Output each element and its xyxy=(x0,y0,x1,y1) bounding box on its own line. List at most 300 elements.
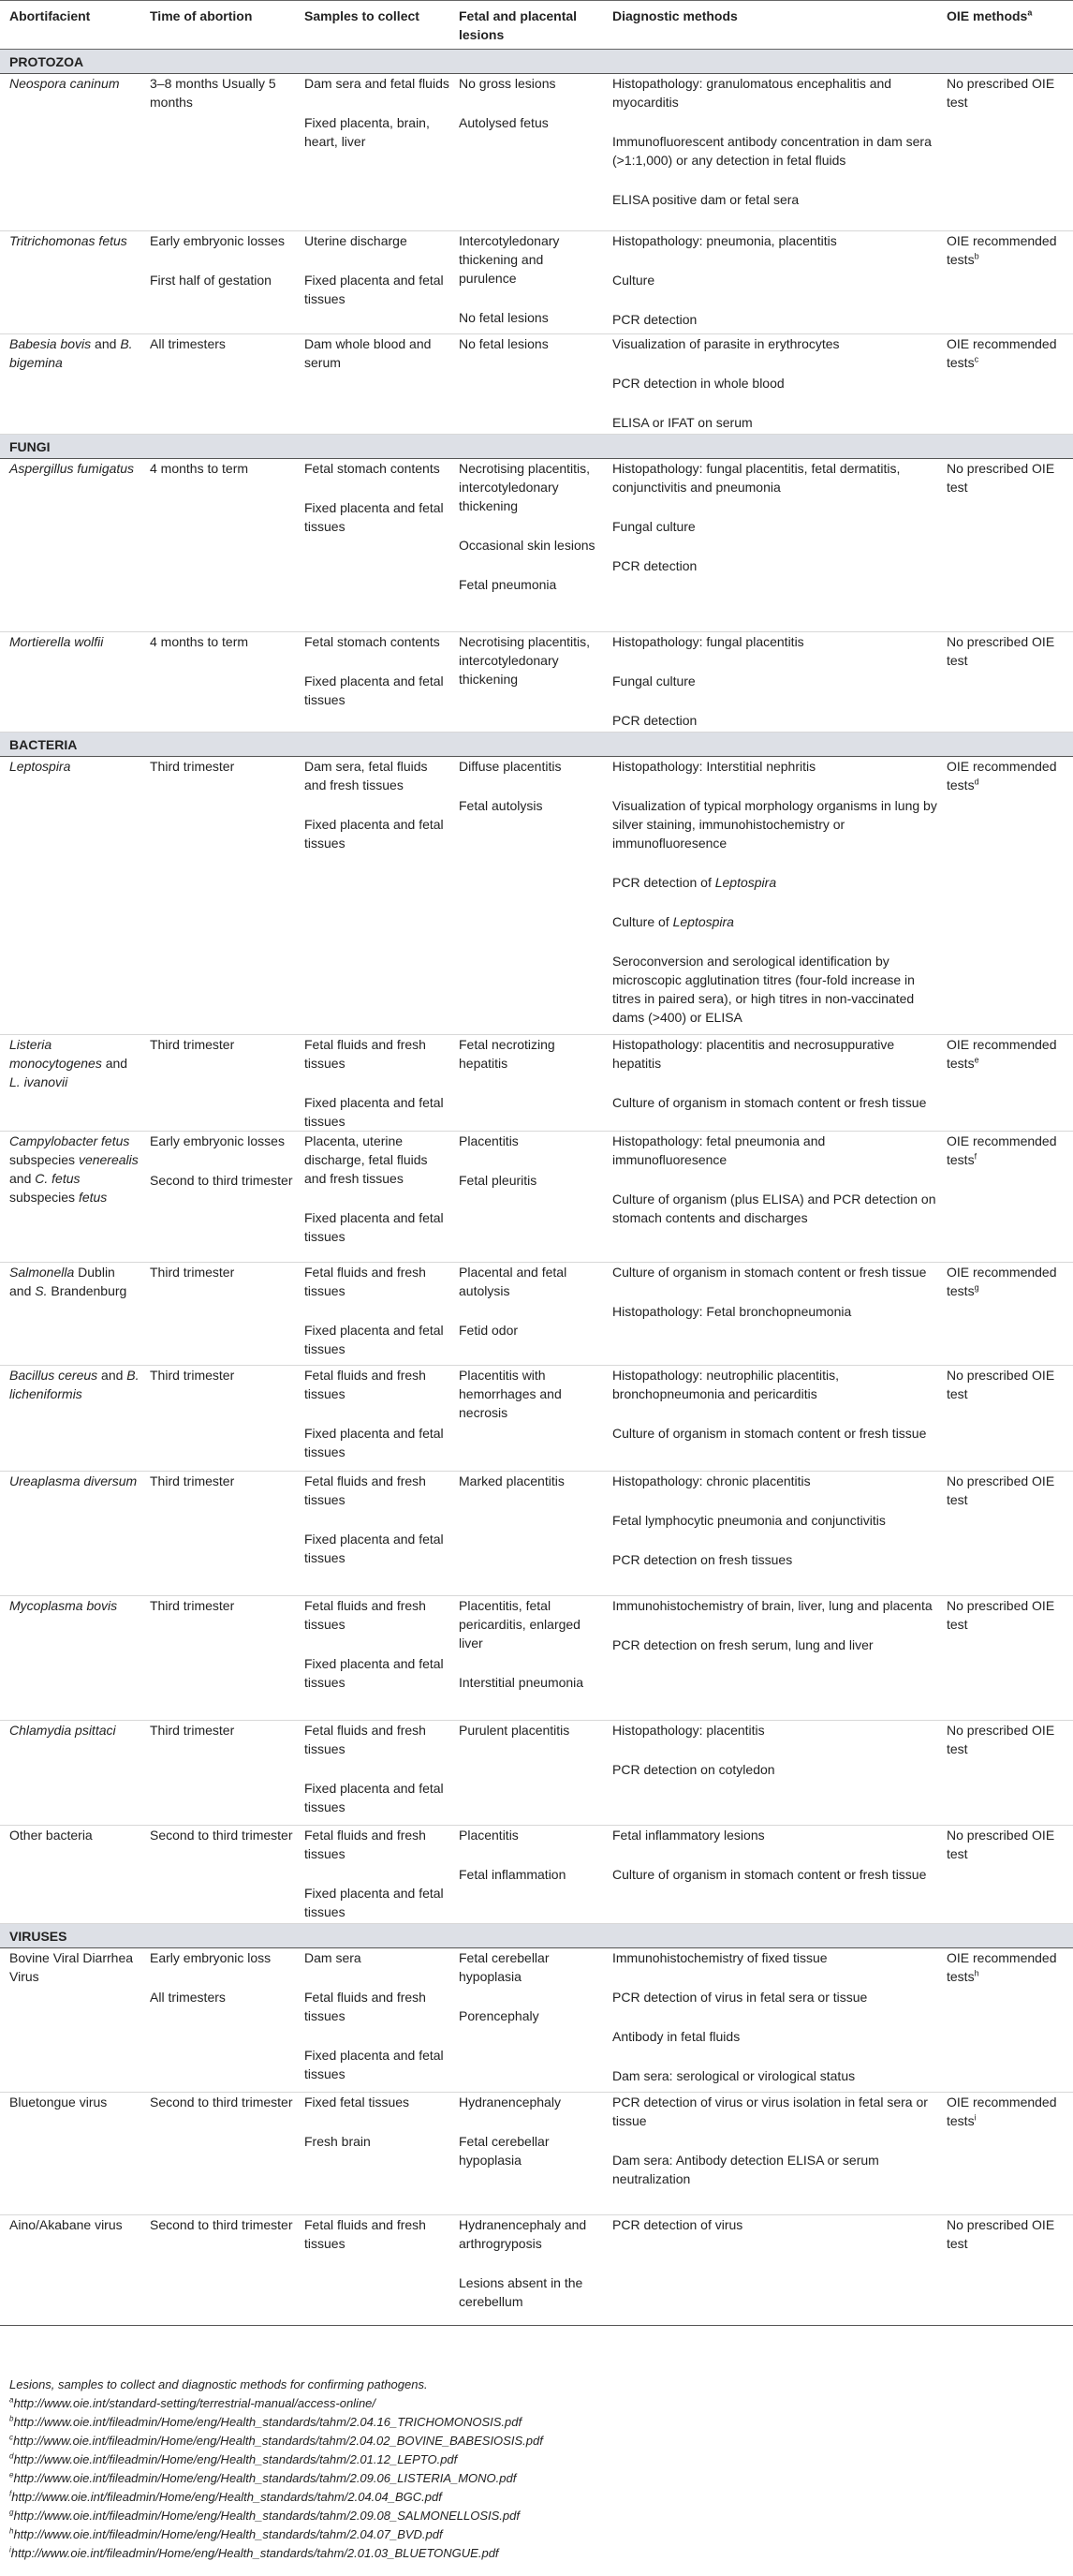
cell-lesions xyxy=(449,74,603,231)
cell-time-line: All trimesters xyxy=(150,336,226,351)
cell-samples xyxy=(295,2215,449,2326)
cell-oie: No prescribed OIE test xyxy=(937,1596,1073,1721)
cell-methods-line: Seroconversion and serological identification by microscopic agglutination titres (four-fold increase in titres in paired sera), or high titres in non-vaccinated dams (>400) or ELISA xyxy=(612,954,915,1025)
cell-time xyxy=(140,1948,295,2093)
cell-methods xyxy=(603,1035,937,1132)
header-oie: OIE methods$^a$ xyxy=(937,1,1073,50)
cell-time-line: Early embryonic losses xyxy=(150,1133,285,1148)
cell-abortifacient: Salmonella Dublin and S. Brandenburg xyxy=(0,1263,140,1366)
footnote-list xyxy=(9,2394,1058,2563)
cell-oie: No prescribed OIE test xyxy=(937,1366,1073,1472)
cell-methods xyxy=(603,1948,937,2093)
cell-time-line: 4 months to term xyxy=(150,461,249,476)
header-abortifacient: Abortifacient xyxy=(0,1,140,50)
cell-oie: OIE recommended tests$^f$ xyxy=(937,1132,1073,1263)
cell-lesions-line: Placentitis xyxy=(459,1828,519,1843)
cell-samples-line: Fetal fluids and fresh tissues xyxy=(304,2217,426,2251)
cell-lesions xyxy=(449,1366,603,1472)
cell-samples xyxy=(295,459,449,632)
cell-time-line: Early embryonic loss xyxy=(150,1950,272,1965)
cell-methods-line: Culture of organism (plus ELISA) and PCR detection on stomach contents and discharges xyxy=(612,1192,936,1225)
cell-lesions-line: Placentitis with hemorrhages and necrosis xyxy=(459,1368,562,1420)
table-row xyxy=(0,1132,1073,1263)
cell-methods-line: Culture of organism in stomach content or fresh tissue xyxy=(612,1095,927,1110)
table-caption: Lesions, samples to collect and diagnostic methods for confirming pathogens. xyxy=(9,2377,428,2391)
cell-time xyxy=(140,2215,295,2326)
cell-samples xyxy=(295,1826,449,1924)
cell-samples-line: Fixed placenta and fetal tissues xyxy=(304,1210,444,1244)
header-methods: Diagnostic methods xyxy=(603,1,937,50)
cell-abortifacient: Listeria monocytogenes and L. ivanovii xyxy=(0,1035,140,1132)
footnote[interactable] xyxy=(9,2507,1058,2525)
cell-abortifacient: Bovine Viral Diarrhea Virus xyxy=(0,1948,140,2093)
oie-footnote-marker: c xyxy=(974,354,979,364)
table-row xyxy=(0,1472,1073,1596)
cell-samples-line: Fixed placenta and fetal tissues xyxy=(304,1095,444,1129)
cell-methods-line: Histopathology: Fetal bronchopneumonia xyxy=(612,1304,852,1319)
footnote-marker: c xyxy=(9,2433,13,2442)
footnote[interactable] xyxy=(9,2450,1058,2469)
table-row xyxy=(0,1721,1073,1826)
cell-methods-line: Histopathology: chronic placentitis xyxy=(612,1473,811,1488)
oie-footnote-marker: d xyxy=(974,777,979,787)
cell-samples xyxy=(295,1263,449,1366)
cell-lesions-line: Fetal pleuritis xyxy=(459,1173,537,1188)
footnote[interactable] xyxy=(9,2394,1058,2413)
footnote-marker: a xyxy=(9,2395,14,2405)
cell-samples-line: Fixed placenta and fetal tissues xyxy=(304,1426,444,1459)
cell-abortifacient: Campylobacter fetus subspecies venerealis and C. fetus subspecies fetus xyxy=(0,1132,140,1263)
cell-methods xyxy=(603,2215,937,2326)
footnote[interactable] xyxy=(9,2432,1058,2450)
cell-time xyxy=(140,1366,295,1472)
table-header-row xyxy=(0,1,1073,50)
cell-time-line: All trimesters xyxy=(150,1990,226,2005)
cell-samples-line: Fixed placenta and fetal tissues xyxy=(304,500,444,534)
cell-samples xyxy=(295,231,449,334)
cell-lesions-line: Lesions absent in the cerebellum xyxy=(459,2275,583,2309)
cell-samples xyxy=(295,757,449,1035)
cell-lesions xyxy=(449,1035,603,1132)
cell-samples-line: Fixed placenta and fetal tissues xyxy=(304,2048,444,2081)
cell-samples-line: Fetal fluids and fresh tissues xyxy=(304,1990,426,2023)
cell-methods-line: Histopathology: pneumonia, placentitis xyxy=(612,233,837,248)
section-header-row xyxy=(0,435,1073,459)
cell-lesions xyxy=(449,334,603,435)
cell-methods xyxy=(603,757,937,1035)
cell-methods-line: Fetal lymphocytic pneumonia and conjunctivitis xyxy=(612,1513,886,1528)
cell-methods-line: PCR detection of virus or virus isolation in fetal sera or tissue xyxy=(612,2095,928,2128)
cell-samples-line: Fetal fluids and fresh tissues xyxy=(304,1598,426,1632)
cell-lesions-line: Marked placentitis xyxy=(459,1473,565,1488)
cell-time xyxy=(140,1132,295,1263)
table-row xyxy=(0,757,1073,1035)
cell-time-line: Second to third trimester xyxy=(150,2095,293,2110)
table-row xyxy=(0,1826,1073,1924)
cell-samples-line: Fixed placenta and fetal tissues xyxy=(304,1532,444,1565)
cell-samples xyxy=(295,2093,449,2215)
cell-methods xyxy=(603,632,937,733)
cell-oie: OIE recommended tests$^d$ xyxy=(937,757,1073,1035)
cell-methods-line: Fungal culture xyxy=(612,674,696,688)
cell-methods-line: Immunohistochemistry of brain, liver, lung and placenta xyxy=(612,1598,933,1613)
cell-lesions-line: Hydranencephaly and arthrogryposis xyxy=(459,2217,587,2251)
cell-methods xyxy=(603,1721,937,1826)
cell-time xyxy=(140,632,295,733)
cell-time xyxy=(140,1596,295,1721)
table-row xyxy=(0,1366,1073,1472)
cell-lesions-line: Placentitis, fetal pericarditis, enlarged liver xyxy=(459,1598,581,1651)
cell-lesions-line: Interstitial pneumonia xyxy=(459,1675,584,1690)
cell-time-line: Third trimester xyxy=(150,1473,235,1488)
cell-samples-line: Dam sera and fetal fluids xyxy=(304,76,449,91)
cell-samples xyxy=(295,1721,449,1826)
cell-samples xyxy=(295,1366,449,1472)
cell-oie: OIE recommended tests$^b$ xyxy=(937,231,1073,334)
cell-time xyxy=(140,1826,295,1924)
section-header-row xyxy=(0,733,1073,757)
cell-samples xyxy=(295,1472,449,1596)
cell-methods-line: PCR detection on fresh serum, lung and liver xyxy=(612,1637,874,1652)
cell-time-line: 4 months to term xyxy=(150,634,249,649)
oie-footnote-marker: h xyxy=(974,1968,979,1978)
cell-abortifacient: Leptospira xyxy=(0,757,140,1035)
cell-samples-line: Placenta, uterine discharge, fetal fluids and fresh tissues xyxy=(304,1133,428,1186)
cell-time-line: Second to third trimester xyxy=(150,1173,293,1188)
section-title: FUNGI xyxy=(0,435,1073,459)
cell-lesions-line: Fetal cerebellar hypoplasia xyxy=(459,2134,550,2168)
cell-oie: OIE recommended tests$^h$ xyxy=(937,1948,1073,2093)
cell-lesions-line: Intercotyledonary thickening and purulence xyxy=(459,233,560,286)
cell-lesions-line: No fetal lesions xyxy=(459,336,549,351)
cell-samples-line: Fixed fetal tissues xyxy=(304,2095,410,2110)
cell-samples-line: Fixed placenta and fetal tissues xyxy=(304,1323,444,1356)
cell-time xyxy=(140,1721,295,1826)
footnote[interactable] xyxy=(9,2525,1058,2544)
header-lesions: Fetal and placental lesions xyxy=(449,1,603,50)
cell-methods-line: Immunofluorescent antibody concentration in dam sera (>1:1,000) or any detection in fetal fluids xyxy=(612,134,932,168)
cell-samples-line: Fixed placenta and fetal tissues xyxy=(304,674,444,707)
cell-time-line: Early embryonic losses xyxy=(150,233,285,248)
footnote-link[interactable]: http://www.oie.int/fileadmin/Home/eng/Health_standards/tahm/2.09.08_SALMONELLOSIS.pdf xyxy=(13,2509,520,2523)
cell-lesions xyxy=(449,1263,603,1366)
cell-lesions xyxy=(449,1132,603,1263)
cell-lesions-line: Porencephaly xyxy=(459,2008,539,2023)
cell-methods-line: Immunohistochemistry of fixed tissue xyxy=(612,1950,828,1965)
table-row xyxy=(0,459,1073,632)
cell-samples-line: Fetal stomach contents xyxy=(304,634,440,649)
footnote-link[interactable]: http://www.oie.int/fileadmin/Home/eng/Health_standards/tahm/2.04.04_BGC.pdf xyxy=(11,2490,442,2504)
cell-time-line: Second to third trimester xyxy=(150,1828,293,1843)
cell-methods-line: Histopathology: fetal pneumonia and immunofluoresence xyxy=(612,1133,826,1167)
footnote-link[interactable]: http://www.oie.int/fileadmin/Home/eng/Health_standards/tahm/2.04.16_TRICHOMONOSIS.pdf xyxy=(13,2415,522,2429)
table-row xyxy=(0,2093,1073,2215)
cell-abortifacient: Neospora caninum xyxy=(0,74,140,231)
table-row xyxy=(0,1035,1073,1132)
footnote-marker: b xyxy=(9,2414,14,2423)
cell-abortifacient: Other bacteria xyxy=(0,1826,140,1924)
cell-methods-line: Culture of organism in stomach content or fresh tissue xyxy=(612,1265,927,1280)
cell-lesions-line: Necrotising placentitis, intercotyledonary thickening xyxy=(459,634,591,687)
section-header-row xyxy=(0,1924,1073,1948)
cell-methods-line: PCR detection on fresh tissues xyxy=(612,1552,793,1567)
cell-methods xyxy=(603,74,937,231)
footnote-marker: g xyxy=(9,2508,14,2517)
cell-abortifacient: Ureaplasma diversum xyxy=(0,1472,140,1596)
cell-methods-line: Fungal culture xyxy=(612,519,696,534)
cell-oie: No prescribed OIE test xyxy=(937,459,1073,632)
cell-oie: No prescribed OIE test xyxy=(937,1826,1073,1924)
footnote-marker: h xyxy=(9,2526,14,2536)
cell-time xyxy=(140,74,295,231)
cell-lesions-line: Necrotising placentitis, intercotyledonary thickening xyxy=(459,461,591,513)
section-title: BACTERIA xyxy=(0,733,1073,757)
cell-lesions xyxy=(449,1721,603,1826)
cell-lesions xyxy=(449,231,603,334)
cell-lesions-line: Occasional skin lesions xyxy=(459,538,595,553)
cell-samples-line: Fetal fluids and fresh tissues xyxy=(304,1037,426,1071)
cell-lesions xyxy=(449,632,603,733)
cell-samples xyxy=(295,632,449,733)
cell-time-line: Third trimester xyxy=(150,1598,235,1613)
cell-abortifacient: Mortierella wolfii xyxy=(0,632,140,733)
cell-methods-line: Culture xyxy=(612,273,655,288)
table-footnotes xyxy=(9,2376,1058,2563)
header-time: Time of abortion xyxy=(140,1,295,50)
cell-time-line: 3–8 months Usually 5 months xyxy=(150,76,276,110)
cell-oie: OIE recommended tests$^g$ xyxy=(937,1263,1073,1366)
cell-time-line: Third trimester xyxy=(150,1368,235,1383)
cell-lesions xyxy=(449,757,603,1035)
cell-methods-line: PCR detection of virus xyxy=(612,2217,743,2232)
cell-methods xyxy=(603,334,937,435)
cell-samples-line: Fetal fluids and fresh tissues xyxy=(304,1473,426,1507)
cell-methods-line: PCR detection of Leptospira xyxy=(612,875,777,890)
table-row xyxy=(0,231,1073,334)
cell-samples-line: Fixed placenta and fetal tissues xyxy=(304,1781,444,1814)
cell-lesions-line: Fetal cerebellar hypoplasia xyxy=(459,1950,550,1984)
cell-time-line: Third trimester xyxy=(150,1723,235,1738)
cell-methods-line: Culture of Leptospira xyxy=(612,914,734,929)
cell-time xyxy=(140,1472,295,1596)
footnote-link[interactable]: http://www.oie.int/fileadmin/Home/eng/Health_standards/tahm/2.04.02_BOVINE_BABESIOSIS.pdf xyxy=(13,2434,543,2448)
cell-methods xyxy=(603,1263,937,1366)
cell-oie: No prescribed OIE test xyxy=(937,2215,1073,2326)
section-title: PROTOZOA xyxy=(0,50,1073,74)
cell-lesions-line: Fetal pneumonia xyxy=(459,577,557,592)
cell-lesions-line: Fetal inflammation xyxy=(459,1867,566,1882)
footnote[interactable] xyxy=(9,2544,1058,2563)
cell-methods-line: PCR detection on cotyledon xyxy=(612,1762,775,1777)
cell-samples-line: Fixed placenta, brain, heart, liver xyxy=(304,115,430,149)
cell-methods-line: PCR detection xyxy=(612,312,698,327)
cell-lesions xyxy=(449,459,603,632)
cell-lesions xyxy=(449,1826,603,1924)
cell-samples-line: Dam whole blood and serum xyxy=(304,336,432,370)
section-header-row xyxy=(0,50,1073,74)
cell-time-line: Third trimester xyxy=(150,1265,235,1280)
cell-methods-line: Visualization of parasite in erythrocytes xyxy=(612,336,840,351)
cell-methods-line: Culture of organism in stomach content or fresh tissue xyxy=(612,1867,927,1882)
cell-lesions xyxy=(449,1596,603,1721)
cell-time xyxy=(140,231,295,334)
cell-samples-line: Dam sera, fetal fluids and fresh tissues xyxy=(304,759,428,792)
cell-lesions-line: Autolysed fetus xyxy=(459,115,549,130)
cell-lesions-line: Fetal autolysis xyxy=(459,798,543,813)
cell-abortifacient: Babesia bovis and B. bigemina xyxy=(0,334,140,435)
cell-lesions xyxy=(449,2215,603,2326)
header-oie-sup: a xyxy=(1027,7,1033,18)
cell-methods-line: ELISA or IFAT on serum xyxy=(612,415,753,430)
cell-methods xyxy=(603,231,937,334)
cell-lesions-line: Placental and fetal autolysis xyxy=(459,1265,567,1298)
table-row xyxy=(0,2215,1073,2326)
cell-methods-line: Visualization of typical morphology organisms in lung by silver staining, immunohistochemistry or immunofluoresence xyxy=(612,798,937,851)
cell-abortifacient: Chlamydia psittaci xyxy=(0,1721,140,1826)
footnote-marker: i xyxy=(9,2545,11,2554)
table-row xyxy=(0,1596,1073,1721)
cell-samples-line: Uterine discharge xyxy=(304,233,407,248)
cell-abortifacient: Aspergillus fumigatus xyxy=(0,459,140,632)
cell-samples-line: Fetal fluids and fresh tissues xyxy=(304,1265,426,1298)
cell-methods xyxy=(603,1366,937,1472)
oie-footnote-marker: f xyxy=(974,1151,977,1162)
cell-time-line: Third trimester xyxy=(150,759,235,774)
cell-methods-line: Histopathology: Interstitial nephritis xyxy=(612,759,816,774)
cell-samples xyxy=(295,1035,449,1132)
cell-methods-line: Fetal inflammatory lesions xyxy=(612,1828,765,1843)
cell-time xyxy=(140,459,295,632)
cell-abortifacient: Aino/Akabane virus xyxy=(0,2215,140,2326)
cell-methods-line: Dam sera: serological or virological status xyxy=(612,2068,856,2083)
oie-footnote-marker: e xyxy=(974,1055,979,1065)
table-row xyxy=(0,1263,1073,1366)
cell-methods-line: PCR detection of virus in fetal sera or tissue xyxy=(612,1990,868,2005)
cell-methods xyxy=(603,2093,937,2215)
footnote[interactable] xyxy=(9,2469,1058,2488)
section-title: VIRUSES xyxy=(0,1924,1073,1948)
cell-oie: No prescribed OIE test xyxy=(937,1472,1073,1596)
table-row xyxy=(0,1948,1073,2093)
cell-lesions-line: Hydranencephaly xyxy=(459,2095,561,2110)
cell-lesions-line: Fetid odor xyxy=(459,1323,519,1338)
cell-lesions-line: Diffuse placentitis xyxy=(459,759,562,774)
oie-footnote-marker: g xyxy=(974,1282,979,1293)
table-row xyxy=(0,74,1073,231)
cell-oie: OIE recommended tests$^i$ xyxy=(937,2093,1073,2215)
cell-lesions xyxy=(449,1472,603,1596)
cell-samples-line: Fetal stomach contents xyxy=(304,461,440,476)
footnote-marker: d xyxy=(9,2451,14,2461)
cell-abortifacient: Tritrichomonas fetus xyxy=(0,231,140,334)
cell-abortifacient: Bluetongue virus xyxy=(0,2093,140,2215)
cell-samples-line: Fixed placenta and fetal tissues xyxy=(304,1886,444,1919)
cell-samples-line: Fetal fluids and fresh tissues xyxy=(304,1368,426,1401)
footnote-marker: e xyxy=(9,2470,14,2480)
cell-samples-line: Fetal fluids and fresh tissues xyxy=(304,1828,426,1861)
cell-methods-line: PCR detection xyxy=(612,713,698,728)
footnote-link[interactable]: http://www.oie.int/fileadmin/Home/eng/Health_standards/tahm/2.04.07_BVD.pdf xyxy=(13,2527,443,2541)
cell-lesions-line: Purulent placentitis xyxy=(459,1723,570,1738)
cell-samples-line: Fresh brain xyxy=(304,2134,371,2149)
oie-footnote-marker: b xyxy=(974,251,979,261)
cell-methods-line: PCR detection in whole blood xyxy=(612,376,785,391)
cell-methods-line: PCR detection xyxy=(612,558,698,573)
cell-time xyxy=(140,2093,295,2215)
cell-samples-line: Fixed placenta and fetal tissues xyxy=(304,273,444,306)
cell-methods-line: Antibody in fetal fluids xyxy=(612,2029,741,2044)
cell-oie: No prescribed OIE test xyxy=(937,632,1073,733)
cell-samples-line: Fetal fluids and fresh tissues xyxy=(304,1723,426,1756)
cell-time-line: Second to third trimester xyxy=(150,2217,293,2232)
cell-abortifacient: Mycoplasma bovis xyxy=(0,1596,140,1721)
cell-samples-line: Fixed placenta and fetal tissues xyxy=(304,817,444,851)
cell-time xyxy=(140,1035,295,1132)
cell-lesions-line: Fetal necrotizing hepatitis xyxy=(459,1037,555,1071)
cell-oie: OIE recommended tests$^e$ xyxy=(937,1035,1073,1132)
footnote-link[interactable]: http://www.oie.int/fileadmin/Home/eng/Health_standards/tahm/2.01.03_BLUETONGUE.pdf xyxy=(10,2546,499,2560)
cell-methods-line: ELISA positive dam or fetal sera xyxy=(612,192,800,207)
cell-time-line: First half of gestation xyxy=(150,273,272,288)
cell-samples xyxy=(295,1596,449,1721)
cell-methods-line: Histopathology: placentitis and necrosuppurative hepatitis xyxy=(612,1037,895,1071)
cell-methods xyxy=(603,1472,937,1596)
cell-lesions-line: Placentitis xyxy=(459,1133,519,1148)
cell-samples xyxy=(295,334,449,435)
cell-time xyxy=(140,334,295,435)
cell-time xyxy=(140,757,295,1035)
cell-lesions xyxy=(449,1948,603,2093)
cell-lesions-line: No fetal lesions xyxy=(459,310,549,325)
cell-methods-line: Histopathology: granulomatous encephalitis and myocarditis xyxy=(612,76,892,110)
cell-lesions xyxy=(449,2093,603,2215)
oie-footnote-marker: i xyxy=(974,2112,977,2123)
cell-methods xyxy=(603,1826,937,1924)
cell-oie: OIE recommended tests$^c$ xyxy=(937,334,1073,435)
table-row xyxy=(0,632,1073,733)
table-row xyxy=(0,334,1073,435)
table-body xyxy=(0,50,1073,2326)
cell-methods xyxy=(603,1132,937,1263)
footnote-link[interactable]: http://www.oie.int/fileadmin/Home/eng/Health_standards/tahm/2.01.12_LEPTO.pdf xyxy=(13,2452,458,2466)
cell-samples-line: Dam sera xyxy=(304,1950,361,1965)
cell-time xyxy=(140,1263,295,1366)
footnote-link[interactable]: http://www.oie.int/standard-setting/terrestrial-manual/access-online/ xyxy=(13,2396,376,2410)
cell-samples xyxy=(295,1132,449,1263)
cell-methods-line: Histopathology: neutrophilic placentitis, bronchopneumonia and pericarditis xyxy=(612,1368,840,1401)
footnote-marker: f xyxy=(9,2489,12,2498)
cell-samples xyxy=(295,74,449,231)
cell-samples-line: Fixed placenta and fetal tissues xyxy=(304,1656,444,1690)
cell-time-line: Third trimester xyxy=(150,1037,235,1052)
cell-methods-line: Histopathology: fungal placentitis, fetal dermatitis, conjunctivitis and pneumonia xyxy=(612,461,901,495)
header-samples: Samples to collect xyxy=(295,1,449,50)
cell-oie: No prescribed OIE test xyxy=(937,1721,1073,1826)
cell-abortifacient: Bacillus cereus and B. licheniformis xyxy=(0,1366,140,1472)
cell-methods-line: Culture of organism in stomach content or fresh tissue xyxy=(612,1426,927,1441)
cell-methods-line: Dam sera: Antibody detection ELISA or serum neutralization xyxy=(612,2153,879,2186)
cell-lesions-line: No gross lesions xyxy=(459,76,556,91)
footnote[interactable] xyxy=(9,2488,1058,2507)
cell-oie: No prescribed OIE test xyxy=(937,74,1073,231)
footnote-link[interactable]: http://www.oie.int/fileadmin/Home/eng/Health_standards/tahm/2.09.06_LISTERIA_MONO.pdf xyxy=(13,2471,517,2485)
cell-samples xyxy=(295,1948,449,2093)
cell-methods-line: Histopathology: placentitis xyxy=(612,1723,765,1738)
cell-methods-line: Histopathology: fungal placentitis xyxy=(612,634,804,649)
cell-methods xyxy=(603,1596,937,1721)
footnote[interactable] xyxy=(9,2413,1058,2432)
cell-methods xyxy=(603,459,937,632)
